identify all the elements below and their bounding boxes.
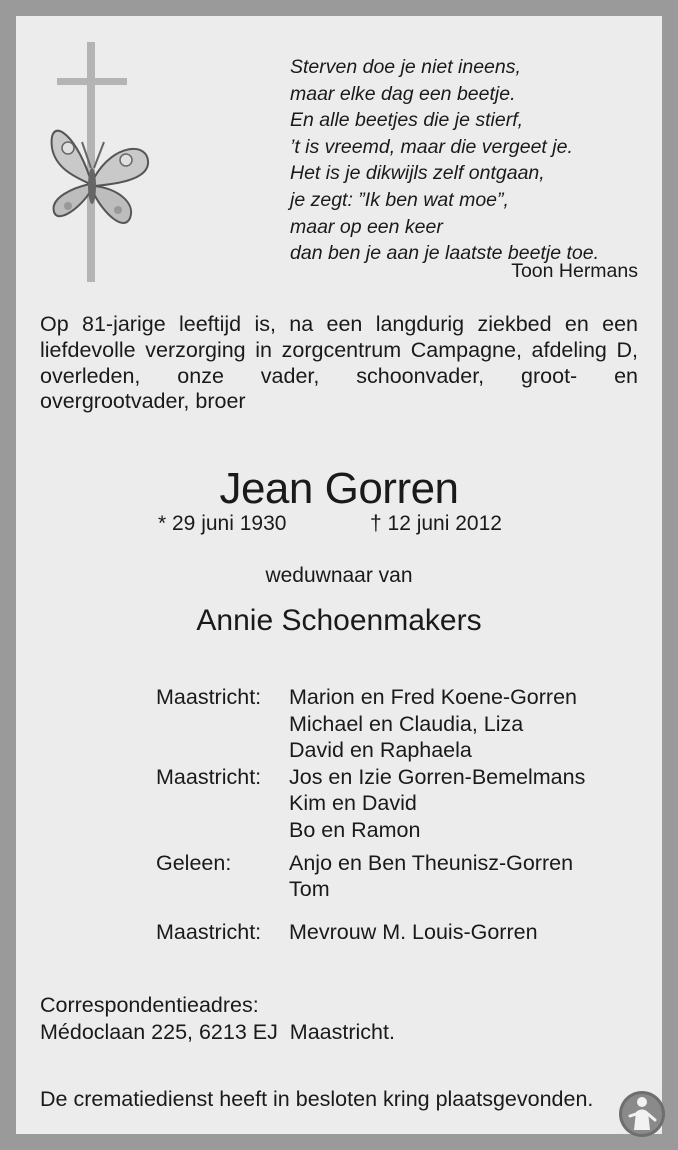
family-member: Bo en Ramon [289, 817, 421, 842]
family-member: Michael en Claudia, Liza [289, 711, 524, 736]
poem-line: dan ben je aan je laatste beetje toe. [290, 242, 599, 265]
death-date: † 12 juni 2012 [370, 512, 502, 535]
family-group [156, 764, 585, 844]
birth-date: * 29 juni 1930 [158, 512, 287, 535]
family-list [156, 684, 585, 945]
correspondence-label: Correspondentieadres: [40, 993, 259, 1017]
obituary-card [16, 16, 662, 1134]
widower-label: weduwnaar van [265, 564, 413, 587]
family-place: Maastricht: [156, 685, 262, 709]
poem-line: maar op een keer [290, 215, 443, 238]
poem-line: En alle beetjes die je stierf, [290, 109, 524, 132]
family-member: David en Raphaela [289, 738, 472, 763]
poem [290, 54, 599, 267]
family-group [156, 850, 585, 903]
spouse-name: Annie Schoenmakers [196, 604, 482, 637]
family-member: Marion en Fred Koene-Gorren [289, 685, 578, 709]
family-member: Tom [289, 877, 330, 902]
figure-seal-icon [618, 1090, 666, 1138]
deceased-name: Jean Gorren [219, 464, 459, 513]
family-member: Anjo en Ben Theunisz-Gorren [289, 850, 574, 875]
poem-line: Sterven doe je niet ineens, [290, 56, 521, 78]
family-member: Jos en Izie Gorren-Bemelmans [289, 764, 586, 789]
family-member: Mevrouw M. Louis-Gorren [289, 919, 538, 944]
family-member: Kim en David [289, 791, 417, 816]
closing-note: De crematiedienst heeft in besloten kring plaatsgevonden. [40, 1087, 594, 1111]
poem-line: Het is je dikwijls zelf ontgaan, [290, 162, 545, 185]
poem-line: je zegt: ”Ik ben wat moe”, [290, 188, 509, 211]
intro-paragraph: Op 81-jarige leeftijd is, na een langdurig ziekbed en een liefdevolle verzorging in zorgcentrum Campagne, afdeling D, overleden, onze vader, schoonvader, groot- en overgrootvader, broer [40, 312, 638, 414]
family-place: Maastricht: [156, 919, 262, 944]
family-group [156, 684, 585, 764]
cross-with-butterfly-icon [38, 38, 168, 308]
poem-line: ’t is vreemd, maar die vergeet je. [290, 135, 573, 158]
correspondence-address: Médoclaan 225, 6213 EJ Maastricht. [40, 1019, 395, 1044]
family-place: Maastricht: [156, 764, 262, 789]
family-place: Geleen: [156, 850, 232, 875]
correspondence-block [40, 992, 395, 1045]
poem-author: Toon Hermans [511, 260, 638, 282]
poem-line: maar elke dag een beetje. [290, 82, 516, 105]
family-group [156, 919, 585, 946]
